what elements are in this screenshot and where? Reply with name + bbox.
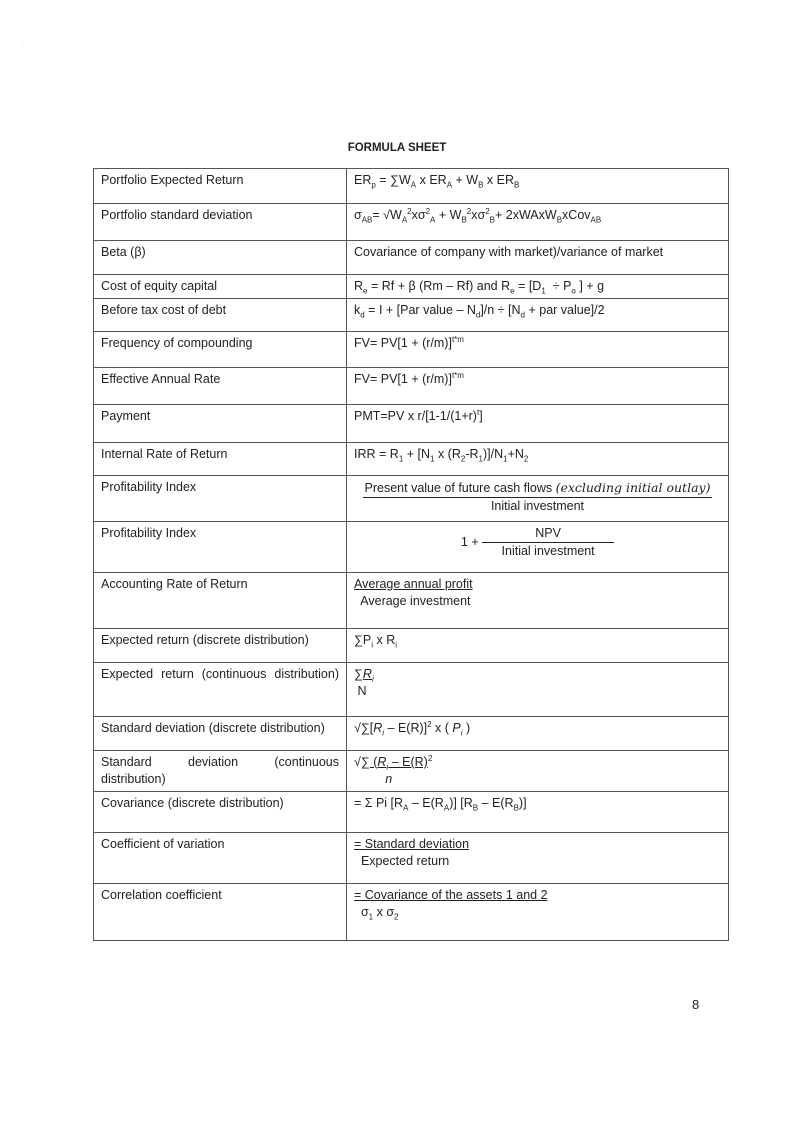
formula-part: n: [385, 772, 393, 786]
scan-speck: ·: [22, 40, 24, 46]
formula-name: Beta (β): [94, 241, 347, 275]
formula-row: [94, 751, 729, 792]
formula-part: p: [371, 180, 376, 190]
formula-part: √: [354, 755, 361, 769]
formula-row: [94, 443, 729, 476]
formula-row: [94, 241, 729, 275]
formula-part: – E(R): [388, 755, 428, 769]
formula-part: 2: [460, 454, 466, 464]
formula-part: +N: [507, 447, 524, 461]
formula-name: Before tax cost of debt: [94, 299, 347, 332]
formula-line: [354, 887, 721, 904]
formula-part: AB: [361, 215, 373, 225]
formula-row: [94, 717, 729, 751]
formula-row: [94, 405, 729, 443]
formula-part: 2: [427, 719, 432, 729]
formula-part: = Σ Pi [R: [354, 796, 404, 810]
formula-part: R: [373, 721, 383, 735]
formula-name: Standard deviation (continuous distribution): [94, 751, 347, 792]
formula-part: + W: [452, 173, 479, 187]
formula-row: [94, 884, 729, 941]
formula-row: [94, 476, 729, 522]
formula-name: Profitability Index: [94, 522, 347, 573]
formula-part: P: [452, 721, 461, 735]
formula-expression: [347, 275, 729, 299]
formula-part: -R: [465, 447, 479, 461]
formula-part: i: [382, 728, 385, 738]
formula-part: – E(R)]: [384, 721, 428, 735]
fraction: [363, 479, 713, 515]
formula-part: ER: [354, 173, 372, 187]
formula-part: ] + g: [575, 279, 605, 293]
formula-row: [94, 299, 729, 332]
formula-part: x (R: [434, 447, 461, 461]
formula-part: )]: [518, 796, 527, 810]
formula-expression: [347, 241, 729, 275]
formula-row: [94, 169, 729, 204]
formula-name: Effective Annual Rate: [94, 368, 347, 405]
formula-row: [94, 663, 729, 717]
formula-expression: [347, 663, 729, 717]
formula-part: x R: [373, 633, 396, 647]
formula-part: ]/n ÷ [N: [480, 303, 521, 317]
formula-row: [94, 833, 729, 884]
formula-part: x ER: [483, 173, 514, 187]
formula-part: xCov: [562, 208, 591, 222]
formula-name: Expected return (discrete distribution): [94, 629, 347, 663]
formula-name: Standard deviation (discrete distribution): [94, 717, 347, 751]
formula-part: N: [354, 684, 367, 698]
formula-line: [354, 593, 721, 610]
formula-line: [354, 836, 721, 853]
formula-part: = Standard deviation: [354, 837, 470, 851]
formula-part: B: [472, 803, 479, 813]
formula-part: 2: [407, 206, 412, 216]
formula-part: A: [410, 180, 417, 190]
formula-name: Internal Rate of Return: [94, 443, 347, 476]
formula-part: o: [571, 286, 576, 296]
formula-line: [354, 904, 721, 921]
formula-part: 2: [425, 206, 431, 216]
formula-part: + [N: [403, 447, 431, 461]
formula-part: xσ: [471, 208, 486, 222]
formula-expression: [347, 299, 729, 332]
formula-part: ): [462, 721, 471, 735]
formula-part: IRR = R: [354, 447, 399, 461]
formula-part: – E(R: [478, 796, 514, 810]
formula-part: + W: [435, 208, 462, 222]
formula-part: x ER: [416, 173, 447, 187]
formula-part: B: [489, 215, 495, 225]
formula-name: Profitability Index: [94, 476, 347, 522]
fraction: [482, 525, 614, 560]
formula-line: [354, 853, 721, 870]
formula-name: Portfolio Expected Return: [94, 169, 347, 204]
formula-expression: [347, 204, 729, 241]
formula-part: 2: [466, 206, 472, 216]
formula-row: [94, 332, 729, 368]
formula-part: )]/N: [482, 447, 504, 461]
formula-part: = [D: [514, 279, 542, 293]
formula-name: Expected return (continuous distribution): [94, 663, 347, 717]
formula-line: [354, 632, 721, 649]
formula-part: + par value]/2: [525, 303, 605, 317]
formula-expression: [347, 573, 729, 629]
formula-part: = I + [Par value – N: [364, 303, 476, 317]
formula-line: [354, 278, 721, 295]
formula-part: σ: [354, 208, 362, 222]
formula-part: i: [371, 640, 374, 650]
formula-part: 2: [427, 753, 433, 763]
formula-part: Average investment: [354, 594, 471, 608]
formula-part: FV= PV[1 + (r/m)]: [354, 372, 452, 386]
formula-part: t*m: [451, 334, 464, 344]
page-title: FORMULA SHEET: [347, 142, 447, 154]
formula-part: xσ: [411, 208, 426, 222]
formula-part: d: [360, 310, 365, 320]
formula-part: d: [475, 310, 481, 320]
formula-part: k: [354, 303, 361, 317]
formula-part: 2: [394, 912, 399, 922]
formula-expression: [347, 169, 729, 204]
formula-part: AB: [590, 215, 602, 225]
formula-part: = Covariance of the assets 1 and 2: [354, 888, 548, 902]
formula-part: 1: [368, 912, 374, 922]
formula-part: t*m: [451, 370, 464, 380]
formula-part: Average annual profit: [354, 577, 473, 591]
formula-part: + 2xWAxW: [495, 208, 557, 222]
formula-part: B: [514, 180, 520, 190]
formula-expression: [347, 476, 729, 522]
formula-name: Frequency of compounding: [94, 332, 347, 368]
formula-part: x (: [431, 721, 453, 735]
formula-part: 2: [485, 206, 490, 216]
formula-part: e: [510, 286, 515, 296]
formula-name: Cost of equity capital: [94, 275, 347, 299]
formula-part: [354, 772, 385, 786]
formula-part: B: [556, 215, 563, 225]
formula-part: σ: [354, 905, 369, 919]
formula-row: [94, 368, 729, 405]
page-number: 8: [692, 997, 700, 1012]
formula-line: [354, 371, 721, 388]
formula-line: [354, 244, 721, 261]
formula-part: R: [354, 279, 364, 293]
numerator: Present value of future cash flows: [364, 481, 556, 495]
formula-row: [94, 522, 729, 573]
formula-part: A: [403, 803, 409, 813]
formula-name: Payment: [94, 405, 347, 443]
formula-line: [354, 302, 721, 319]
formula-part: t: [476, 407, 480, 417]
formula-part: FV= PV[1 + (r/m)]: [354, 336, 452, 350]
formula-part: 1: [478, 454, 483, 464]
formula-line: [354, 446, 721, 463]
formula-part: i: [395, 640, 398, 650]
numerator: NPV: [482, 525, 614, 543]
formula-part: d: [520, 310, 525, 320]
formula-part: B: [478, 180, 484, 190]
formula-expression: [347, 792, 729, 833]
formula-part: = ∑W: [375, 173, 411, 187]
formula-expression: [347, 405, 729, 443]
formula-part: e: [363, 286, 368, 296]
formula-row: [94, 204, 729, 241]
formula-name: Coefficient of variation: [94, 833, 347, 884]
formula-part: i: [386, 762, 389, 772]
formula-part: Expected return: [354, 854, 450, 868]
formula-part: B: [513, 803, 519, 813]
formula-part: = Rf + β (Rm – Rf) and R: [367, 279, 511, 293]
formula-part: ∑P: [354, 633, 372, 647]
formula-part: i: [371, 674, 374, 684]
formula-part: = √W: [372, 208, 402, 222]
formula-line: [354, 683, 721, 700]
formula-line: [354, 172, 721, 189]
formula-line: [354, 408, 721, 425]
formula-expression: [347, 833, 729, 884]
formula-line: [354, 771, 721, 788]
formula-part: ∑: [354, 667, 363, 681]
formula-expression: [347, 443, 729, 476]
formula-name: Covariance (discrete distribution): [94, 792, 347, 833]
numerator-note: (excluding initial outlay): [555, 480, 711, 495]
formula-table: [93, 168, 729, 941]
formula-name: Correlation coefficient: [94, 884, 347, 941]
formula-part: A: [446, 180, 453, 190]
formula-row: [94, 275, 729, 299]
formula-expression: [347, 751, 729, 792]
formula-part: R: [362, 667, 372, 681]
formula-expression: [347, 717, 729, 751]
formula-line: [354, 207, 721, 224]
formula-part: Covariance of company with market)/variance of market: [354, 245, 664, 259]
formula-line: [354, 576, 721, 593]
formula-expression: [347, 332, 729, 368]
formula-expression: [347, 629, 729, 663]
formula-part: 2: [523, 454, 529, 464]
prefix: 1 +: [460, 535, 483, 549]
formula-part: PMT=PV x r/[1-1/(1+r): [354, 409, 477, 423]
formula-part: ]: [479, 409, 483, 423]
formula-line: [354, 720, 721, 737]
formula-part: A: [443, 803, 450, 813]
denominator: Initial investment: [490, 499, 585, 513]
formula-part: 1: [541, 286, 546, 296]
formula-part: )] [R: [449, 796, 473, 810]
formula-name: Portfolio standard deviation: [94, 204, 347, 241]
formula-row: [94, 792, 729, 833]
formula-expression: [347, 522, 729, 573]
formula-part: x σ: [373, 905, 395, 919]
formula-part: 1: [503, 454, 508, 464]
formula-row: [94, 629, 729, 663]
formula-part: 1: [398, 454, 404, 464]
formula-part: B: [461, 215, 467, 225]
formula-line: [354, 335, 721, 352]
formula-part: – E(R: [408, 796, 444, 810]
formula-part: R: [377, 755, 387, 769]
formula-part: A: [430, 215, 436, 225]
formula-part: 1: [430, 454, 435, 464]
formula-part: √∑[: [354, 721, 374, 735]
formula-line: [354, 666, 721, 683]
formula-line: [354, 754, 721, 771]
formula-name: Accounting Rate of Return: [94, 573, 347, 629]
formula-part: i: [460, 728, 463, 738]
formula-line: [354, 795, 721, 812]
formula-row: [94, 573, 729, 629]
formula-part: A: [401, 215, 408, 225]
formula-expression: [347, 368, 729, 405]
formula-expression: [347, 884, 729, 941]
formula-part: ÷ P: [545, 279, 572, 293]
formula-part: ∑ (: [360, 755, 378, 769]
denominator: Initial investment: [501, 544, 595, 558]
